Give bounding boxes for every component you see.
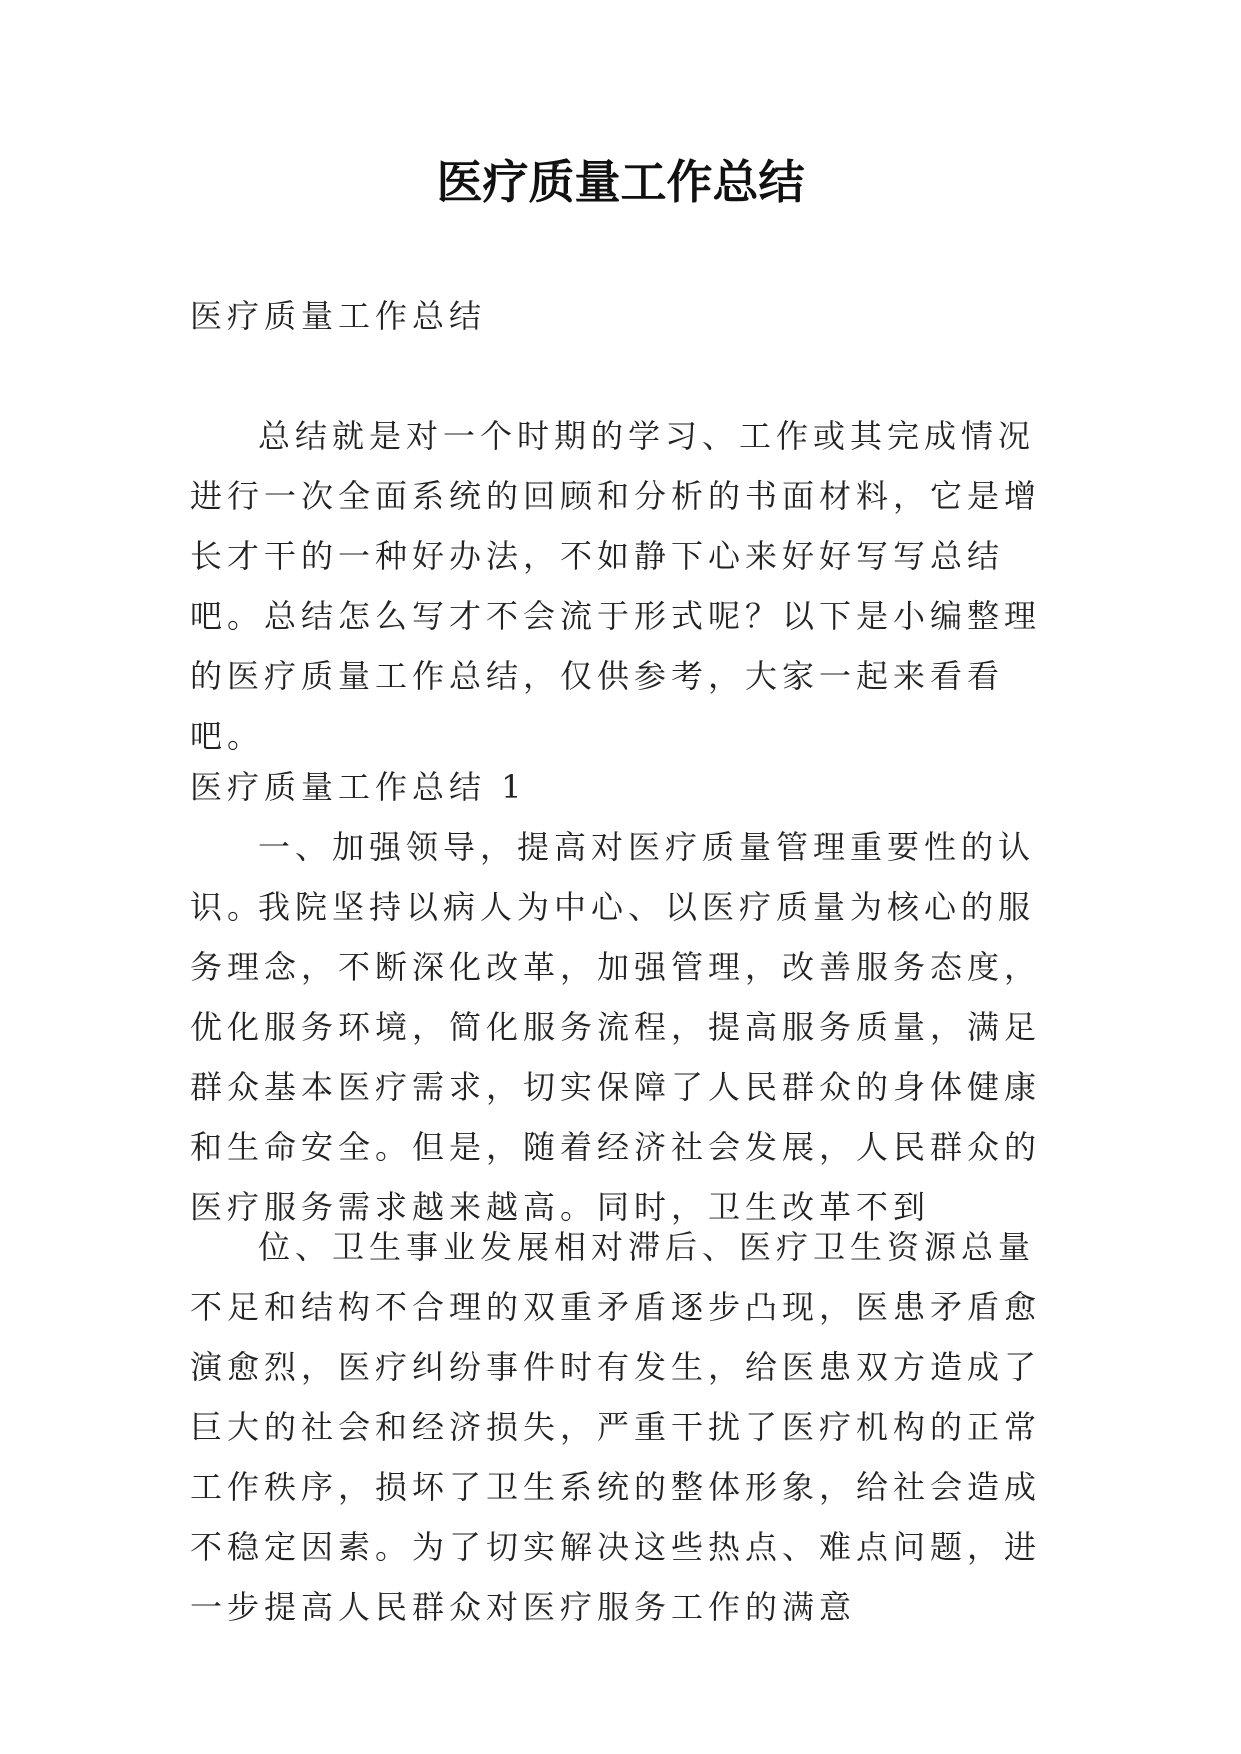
document-title: 医疗质量工作总结 <box>436 155 805 209</box>
body-paragraph-1: 我院坚持以病人为中心、以医疗质量为核心的服务理念，不断深化改革，加强管理，改善服务态度，优化服务环境，简化服务流程，提高服务质量，满足群众基本医疗需求，切实保障了人民群众的身体健康和生命安全。但是，随着经济社会发展，人民群众的医疗服务需求越来越高。同时，卫生改革不到 <box>190 888 1042 1226</box>
section-heading: 医疗质量工作总结 1 <box>190 768 527 806</box>
body-paragraph-2: 位、卫生事业发展相对滞后、医疗卫生资源总量不足和结构不合理的双重矛盾逐步凸现，医患矛盾愈演愈烈，医疗纠纷事件时有发生，给医患双方造成了巨大的社会和经济损失，严重干扰了医疗机构的正常工作秩序，损坏了卫生系统的整体形象，给社会造成不稳定因素。为了切实解决这些热点、难点问题，进一步提高人民群众对医疗服务工作的满意 <box>190 1228 1042 1626</box>
intro-paragraph: 总结就是对一个时期的学习、工作或其完成情况进行一次全面系统的回顾和分析的书面材料，它是增长才干的一种好办法，不如静下心来好好写写总结吧。总结怎么写才不会流于形式呢？以下是小编整理的医疗质量工作总结，仅供参考，大家一起来看看吧。 <box>190 417 1042 755</box>
point-one-heading: 一、加强领导，提高对医疗质量管理重要性的认识。 <box>190 828 1036 926</box>
document-subtitle: 医疗质量工作总结 <box>190 297 487 335</box>
